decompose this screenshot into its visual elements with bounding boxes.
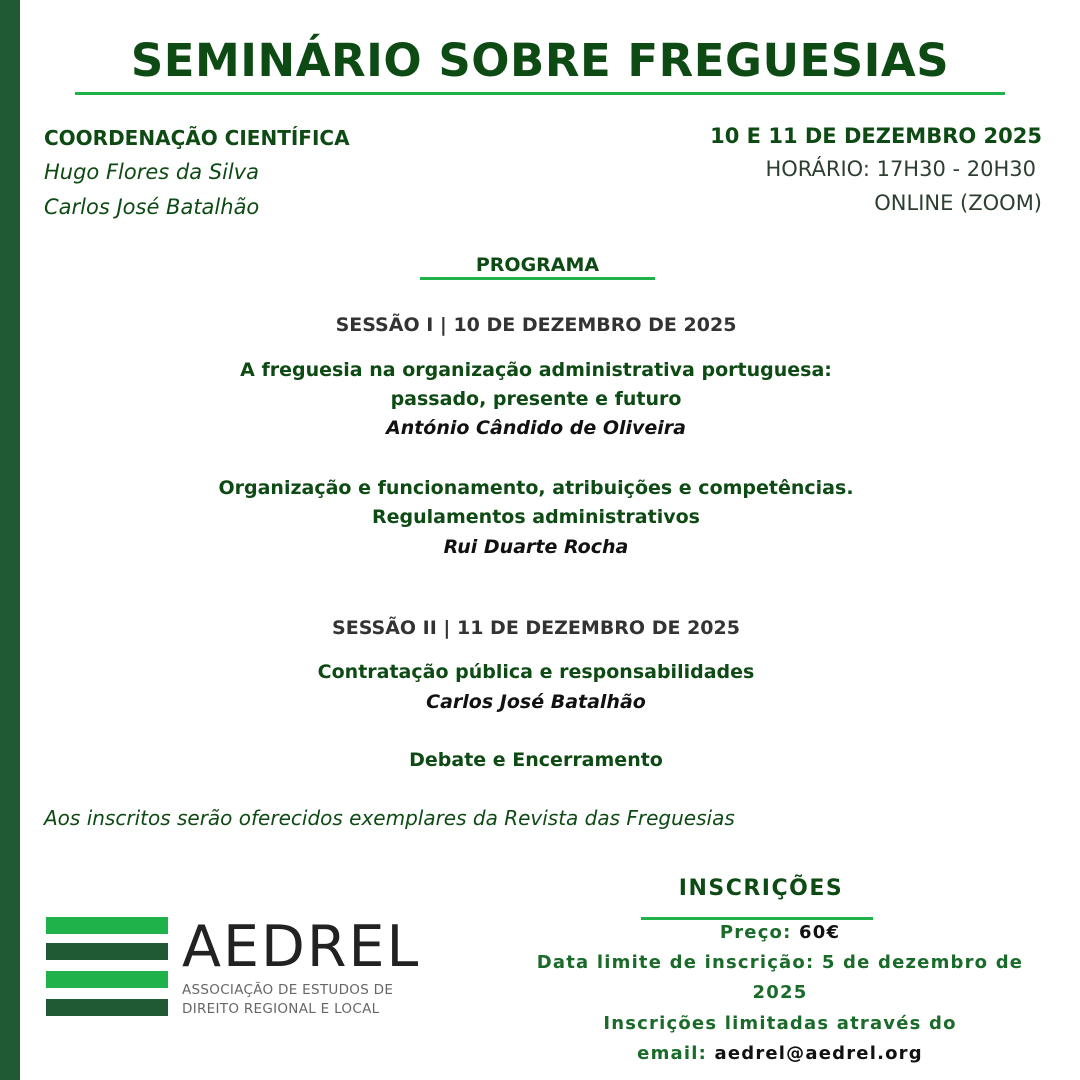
session-2-closing: Debate e Encerramento (409, 749, 663, 771)
logo-stripe (46, 971, 168, 988)
attendee-note: Aos inscritos serão oferecidos exemplares da Revista das Freguesias (44, 806, 735, 830)
session-1-heading: SESSÃO I | 10 DE DEZEMBRO DE 2025 (335, 314, 737, 336)
title-divider (75, 92, 1005, 95)
coordinator-name: Hugo Flores da Silva (44, 160, 260, 184)
logo-subtitle: ASSOCIAÇÃO DE ESTUDOS DE (182, 982, 394, 998)
program-divider (420, 277, 655, 280)
email-label: email: (637, 1043, 708, 1064)
price-value: 60€ (799, 922, 841, 943)
logo-wordmark: AEDREL (182, 914, 421, 980)
coordination-heading: COORDENAÇÃO CIENTÍFICA (44, 126, 350, 150)
logo-stripe (46, 943, 168, 960)
program-heading: PROGRAMA (475, 254, 600, 276)
event-schedule: HORÁRIO: 17H30 - 20H30 (765, 157, 1036, 181)
logo-stripe (46, 999, 168, 1016)
session-2-talk-1-title: Contratação pública e responsabilidades (317, 661, 755, 683)
email-link[interactable]: aedrel@aedrel.org (714, 1043, 923, 1064)
session-1-talk-2-subtitle: Regulamentos administrativos (372, 506, 700, 528)
registration-deadline-year: 2025 (752, 982, 808, 1003)
aedrel-logo (46, 915, 426, 1025)
left-accent-bar (0, 0, 20, 1080)
session-1-talk-1-subtitle: passado, presente e futuro (390, 388, 682, 410)
coordinator-name: Carlos José Batalhão (44, 195, 260, 219)
price-label: Preço: (719, 922, 792, 943)
event-dates: 10 E 11 DE DEZEMBRO 2025 (710, 124, 1042, 148)
registration-email (510, 1039, 1050, 1069)
logo-subtitle: DIREITO REGIONAL E LOCAL (182, 1001, 380, 1017)
registration-deadline: Data limite de inscrição: 5 de dezembro de (536, 952, 1024, 973)
registration-limited: Inscrições limitadas através do (603, 1013, 957, 1034)
session-2-talk-1-speaker: Carlos José Batalhão (426, 691, 646, 713)
event-location: ONLINE (ZOOM) (874, 191, 1042, 215)
page-title: SEMINÁRIO SOBRE FREGUESIAS (130, 34, 950, 87)
logo-stripe (46, 917, 168, 934)
session-1-talk-2-title: Organização e funcionamento, atribuições e competências. (218, 477, 854, 499)
registration-price (510, 918, 1050, 948)
session-1-talk-1-speaker: António Cândido de Oliveira (385, 417, 686, 439)
session-2-heading: SESSÃO II | 11 DE DEZEMBRO DE 2025 (332, 617, 740, 639)
session-1-talk-2-speaker: Rui Duarte Rocha (443, 536, 629, 558)
session-1-talk-1-title: A freguesia na organização administrativa portuguesa: (240, 359, 832, 381)
registration-heading: INSCRIÇÕES (678, 876, 844, 901)
